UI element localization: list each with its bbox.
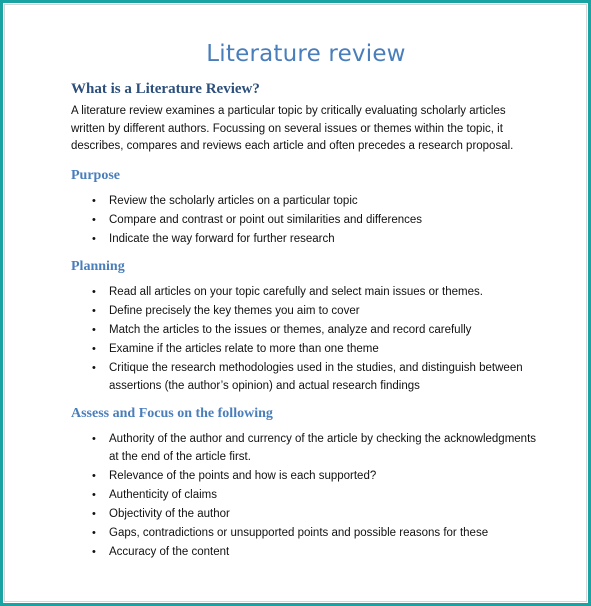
list-item: • Match the articles to the issues or themes, analyze and record carefully	[109, 322, 541, 340]
heading-planning: Planning	[71, 259, 125, 274]
bullet-icon: •	[92, 194, 96, 207]
bullet-icon: •	[92, 232, 96, 245]
bullet-icon: •	[92, 324, 96, 336]
list-item: • Authenticity of claims	[109, 487, 541, 505]
bullet-icon: •	[92, 362, 96, 374]
bullet-icon: •	[92, 526, 96, 539]
list-item: • Critique the research methodologies used in the studies, and distinguish between assertions (the author’s opinion) and actual research findings	[92, 362, 523, 392]
list-item: • Indicate the way forward for further research	[109, 231, 541, 249]
bullet-icon: •	[92, 305, 96, 317]
heading-what-is: What is a Literature Review?	[71, 81, 260, 97]
bullet-icon: •	[92, 469, 96, 482]
list-item: • Gaps, contradictions or unsupported points and possible reasons for these	[109, 525, 541, 543]
assess-list	[71, 431, 541, 561]
bullet-icon: •	[92, 488, 96, 501]
document-body	[71, 41, 541, 572]
list-item: • Accuracy of the content	[109, 544, 541, 562]
list-item: • Define precisely the key themes you aim to cover	[109, 303, 541, 321]
document-title: Literature review	[206, 41, 406, 67]
bullet-icon: •	[92, 343, 96, 355]
heading-purpose: Purpose	[71, 167, 120, 183]
bullet-icon: •	[92, 507, 96, 520]
bullet-icon: •	[92, 286, 96, 298]
list-item: • Examine if the articles relate to more than one theme	[109, 341, 541, 359]
heading-assess: Assess and Focus on the following	[71, 406, 273, 421]
planning-list	[71, 284, 541, 395]
list-item: • Authority of the author and currency of the article by checking the acknowledgments at the end of the article first.	[92, 433, 537, 463]
bullet-icon: •	[92, 433, 96, 445]
purpose-list	[71, 193, 541, 249]
list-item: • Read all articles on your topic carefully and select main issues or themes.	[109, 284, 541, 302]
bullet-icon: •	[92, 213, 96, 226]
intro-paragraph: A literature review examines a particular topic by critically evaluating scholarly articles written by different authors. Focussing on several issues or themes within the topic, it describes, compares and reviews each article and often precedes a research proposal.	[71, 105, 514, 152]
list-item: • Review the scholarly articles on a particular topic	[109, 193, 541, 211]
list-item: • Objectivity of the author	[109, 506, 541, 524]
list-item: • Compare and contrast or point out similarities and differences	[109, 212, 541, 230]
list-item: • Relevance of the points and how is each supported?	[109, 468, 541, 486]
bullet-icon: •	[92, 545, 96, 558]
